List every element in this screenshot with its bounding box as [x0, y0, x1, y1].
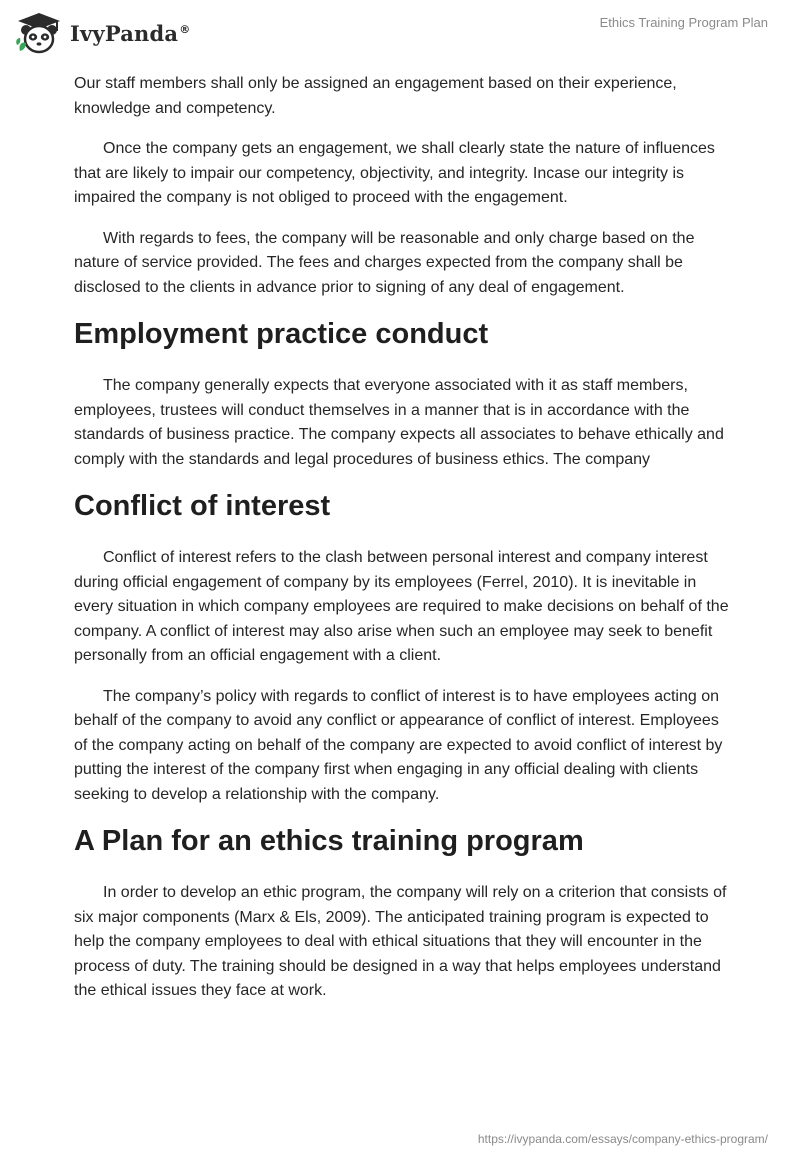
- panda-graduate-icon: [14, 11, 64, 55]
- heading-training-plan: A Plan for an ethics training program: [74, 825, 584, 857]
- paragraph-fees: With regards to fees, the company will be reasonable and only charge based on the nature of service provided. The fees and charges expected from the company shall be disclosed to the clients in advance prior to signing of any deal of engagement.: [74, 229, 695, 296]
- page-header: [0, 0, 800, 66]
- essay-content: [74, 72, 734, 1020]
- logo-wordmark: IvyPanda®: [70, 20, 191, 46]
- document-title: Ethics Training Program Plan: [599, 15, 768, 30]
- paragraph-conflict-definition: Conflict of interest refers to the clash between personal interest and company interest during official engagement of company by its employees (Ferrel, 2010). It is inevitable in every situation in which company employees are required to make decisions on behalf of the company. A conflict of interest may also arise when such an employee may seek to benefit personally from an official engagement with a client.: [74, 549, 729, 664]
- source-url[interactable]: https://ivypanda.com/essays/company-ethics-program/: [477, 1132, 768, 1146]
- heading-employment-practice: Employment practice conduct: [74, 318, 489, 350]
- paragraph-engagement-influences: Once the company gets an engagement, we shall clearly state the nature of influences that are likely to impair our competency, objectivity, and integrity. Incase our integrity is impaired the company is not obliged to proceed with the engagement.: [74, 140, 715, 206]
- paragraph-staff-assignment: Our staff members shall only be assigned an engagement based on their experience, knowledge and competency.: [74, 75, 677, 117]
- registered-mark: ®: [179, 22, 191, 36]
- ivypanda-logo[interactable]: [14, 8, 190, 58]
- heading-conflict-of-interest: Conflict of interest: [74, 490, 331, 522]
- paragraph-employment-practice: The company generally expects that everyone associated with it as staff members, employees, trustees will conduct themselves in a manner that is in accordance with the standards of business practice. The company expects all associates to behave ethically and comply with the standards and legal procedures of business ethics. The company: [74, 377, 724, 468]
- paragraph-conflict-policy: The company’s policy with regards to conflict of interest is to have employees acting on behalf of the company to avoid any conflict or appearance of conflict of interest. Employees of the company acting on behalf of the company are expected to avoid conflict of interest by putting the interest of the company first when engaging in any official dealing with clients seeking to develop a relationship with the company.: [74, 687, 723, 803]
- paragraph-training-plan: In order to develop an ethic program, the company will rely on a criterion that consists of six major components (Marx & Els, 2009). The anticipated training program is expected to help the company employees to deal with ethical situations that they will encounter in the process of duty. The training should be designed in a way that helps employees understand the ethical issues they face at work.: [74, 884, 727, 999]
